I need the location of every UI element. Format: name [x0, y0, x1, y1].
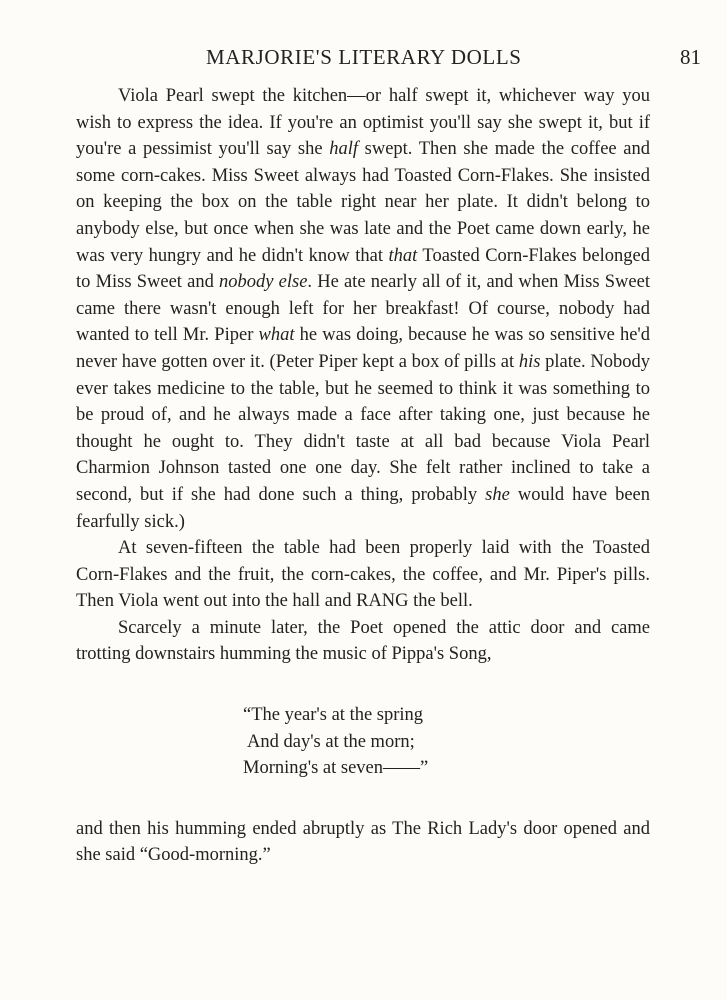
italic-text: what	[258, 325, 295, 346]
paragraphs	[76, 83, 650, 668]
running-head	[0, 45, 727, 75]
italic-text: nobody else	[219, 272, 308, 293]
text-run: would have been fearfully sick.)	[76, 484, 650, 532]
running-title: MARJORIE'S LITERARY DOLLS	[206, 45, 522, 69]
text-run: plate. Nobody ever takes medicine to the table, but he seemed to think it was something to be proud of, and he always made a face after taking one, just because he thought he ought to. They didn't taste at all bad because Viola Pearl Charmion Johnson tasted one one day. She felt rather inclined to take a second, but if she had done such a thing, probably	[76, 351, 650, 505]
verse-line-2: And day's at the morn;	[247, 731, 415, 752]
text-run: he was doing, because he was so sensitive he'd never have gotten over it. (Peter Piper kept a box of pills at	[76, 325, 650, 372]
closing-paragraph: and then his humming ended abruptly as The Rich Lady's door opened and she said “Good-morning.”	[76, 818, 650, 866]
italic-text: half	[329, 139, 358, 160]
verse-line-3: Morning's at seven——”	[243, 758, 429, 779]
text-run: . He ate nearly all of it, and when Miss Sweet came there wasn't enough left for her breakfast! Of course, nobody had wanted to tell Mr. Piper	[76, 272, 650, 346]
text-run: swept. Then she made the coffee and some corn-cakes. Miss Sweet always had Toasted Corn-Flakes. She insisted on keeping the box on the table right near her plate. It didn't belong to anybody else, but once when she was late and the Poet came down early, he was very hungry and he didn't know that	[76, 139, 650, 266]
text-run: Viola Pearl swept the kitchen—or half swept it, whichever way you wish to express the idea. If you're an optimist you'll say she swept it, but if you're a pessimist you'll say she	[76, 86, 650, 160]
page-number: 81	[680, 45, 701, 69]
verse-quote	[243, 702, 650, 782]
paragraph	[76, 83, 650, 535]
paragraph	[76, 615, 650, 668]
verse-line-1: “The year's at the spring	[243, 705, 424, 726]
body-text	[76, 83, 650, 869]
text-run: Toasted Corn-Flakes belonged to Miss Sweet and	[76, 245, 650, 293]
paragraph	[76, 535, 650, 615]
italic-text: his	[518, 351, 541, 372]
italic-text: she	[485, 484, 510, 505]
text-run: Scarcely a minute later, the Poet opened the attic door and came trotting downstairs humming the music of Pippa's Song,	[76, 617, 650, 665]
text-run: At seven-fifteen the table had been properly laid with the Toasted Corn-Flakes and the fruit, the corn-cakes, the coffee, and Mr. Piper's pills. Then Viola went out into the hall and RANG the bell.	[76, 538, 650, 612]
italic-text: that	[388, 245, 418, 266]
